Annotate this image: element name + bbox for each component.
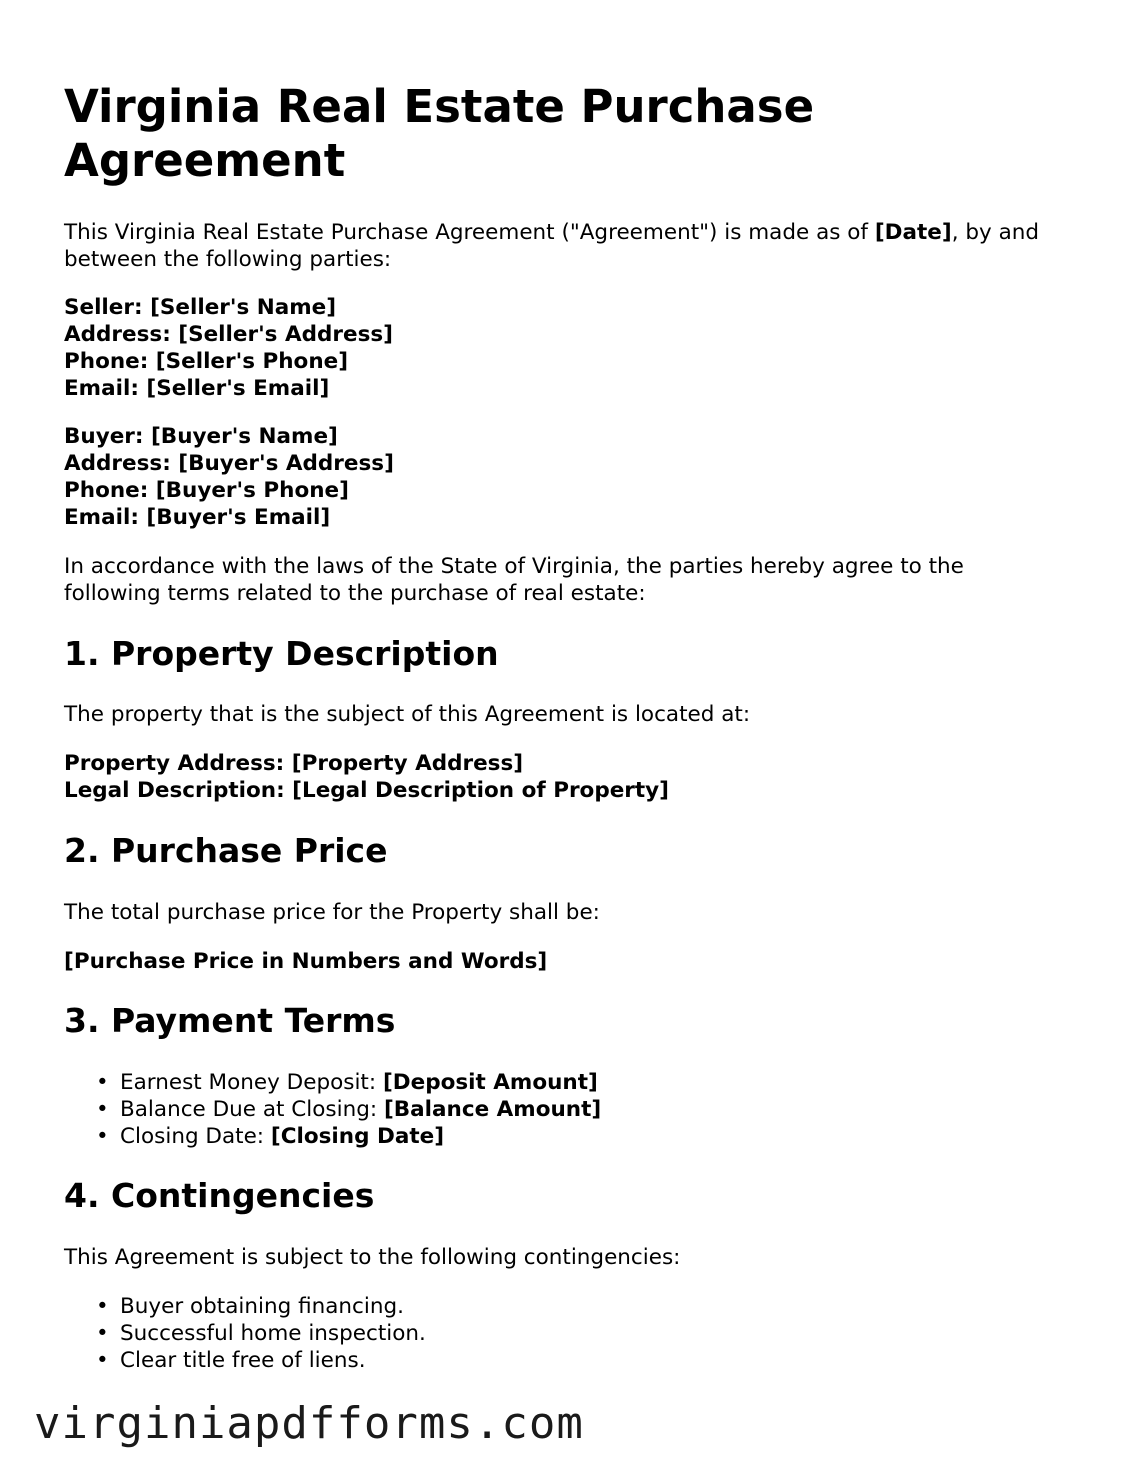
seller-email: Email: [Seller's Email] <box>64 376 330 401</box>
price-intro: The total purchase price for the Property shall be: <box>64 900 600 925</box>
seller-name: Seller: [Seller's Name] <box>64 295 337 320</box>
contingency-text: Buyer obtaining financing. <box>120 1294 404 1319</box>
intro-text-pre: This Virginia Real Estate Purchase Agreement ("Agreement") is made as of <box>64 220 875 245</box>
property-details <box>64 750 1094 804</box>
payment-item-label: Balance Due at Closing: <box>120 1097 384 1122</box>
list-item <box>64 1096 1064 1123</box>
buyer-name: Buyer: [Buyer's Name] <box>64 424 338 449</box>
list-item <box>64 1293 1064 1320</box>
contingencies-list <box>64 1293 1064 1374</box>
payment-item-value: [Balance Amount] <box>383 1097 602 1122</box>
bullet-icon: • <box>96 1097 109 1122</box>
buyer-address: Address: [Buyer's Address] <box>64 451 394 476</box>
bullet-icon: • <box>96 1294 109 1319</box>
buyer-email: Email: [Buyer's Email] <box>64 505 331 530</box>
list-item <box>64 1320 1064 1347</box>
list-item <box>64 1069 1064 1096</box>
intro-date: [Date] <box>874 220 952 245</box>
buyer-block <box>64 423 1094 531</box>
bullet-icon: • <box>96 1321 109 1346</box>
property-address: Property Address: [Property Address] <box>64 751 524 776</box>
bullet-icon: • <box>96 1348 109 1373</box>
site-watermark: virginiapdfforms.com <box>34 1398 584 1449</box>
section-heading-price: 2. Purchase Price <box>64 831 388 870</box>
buyer-phone: Phone: [Buyer's Phone] <box>64 478 349 503</box>
document-title: Virginia Real Estate Purchase Agreement <box>64 80 815 187</box>
payment-item-value: [Closing Date] <box>270 1124 445 1149</box>
property-intro: The property that is the subject of this Agreement is located at: <box>64 702 751 727</box>
payment-item-label: Earnest Money Deposit: <box>120 1070 383 1095</box>
contingency-text: Successful home inspection. <box>120 1321 426 1346</box>
section-heading-payment: 3. Payment Terms <box>64 1001 396 1040</box>
section-heading-contingencies: 4. Contingencies <box>64 1176 375 1215</box>
bullet-icon: • <box>96 1124 109 1149</box>
payment-terms-list <box>64 1069 1064 1150</box>
list-item <box>64 1347 1064 1374</box>
property-legal-description: Legal Description: [Legal Description of Property] <box>64 778 670 803</box>
contingency-text: Clear title free of liens. <box>120 1348 366 1373</box>
list-item <box>64 1123 1064 1150</box>
payment-item-label: Closing Date: <box>120 1124 271 1149</box>
seller-block <box>64 294 1094 402</box>
purchase-price-value: [Purchase Price in Numbers and Words] <box>64 949 548 974</box>
intro-text-post: , by and between the following parties: <box>64 220 1040 272</box>
section-heading-property: 1. Property Description <box>64 634 499 673</box>
contingencies-intro: This Agreement is subject to the following contingencies: <box>64 1245 681 1270</box>
seller-address: Address: [Seller's Address] <box>64 322 393 347</box>
bullet-icon: • <box>96 1070 109 1095</box>
accordance-paragraph: In accordance with the laws of the State of Virginia, the parties hereby agree to the following terms related to the purchase of real estate: <box>64 554 964 606</box>
intro-paragraph <box>64 219 1094 273</box>
seller-phone: Phone: [Seller's Phone] <box>64 349 349 374</box>
payment-item-value: [Deposit Amount] <box>382 1070 598 1095</box>
